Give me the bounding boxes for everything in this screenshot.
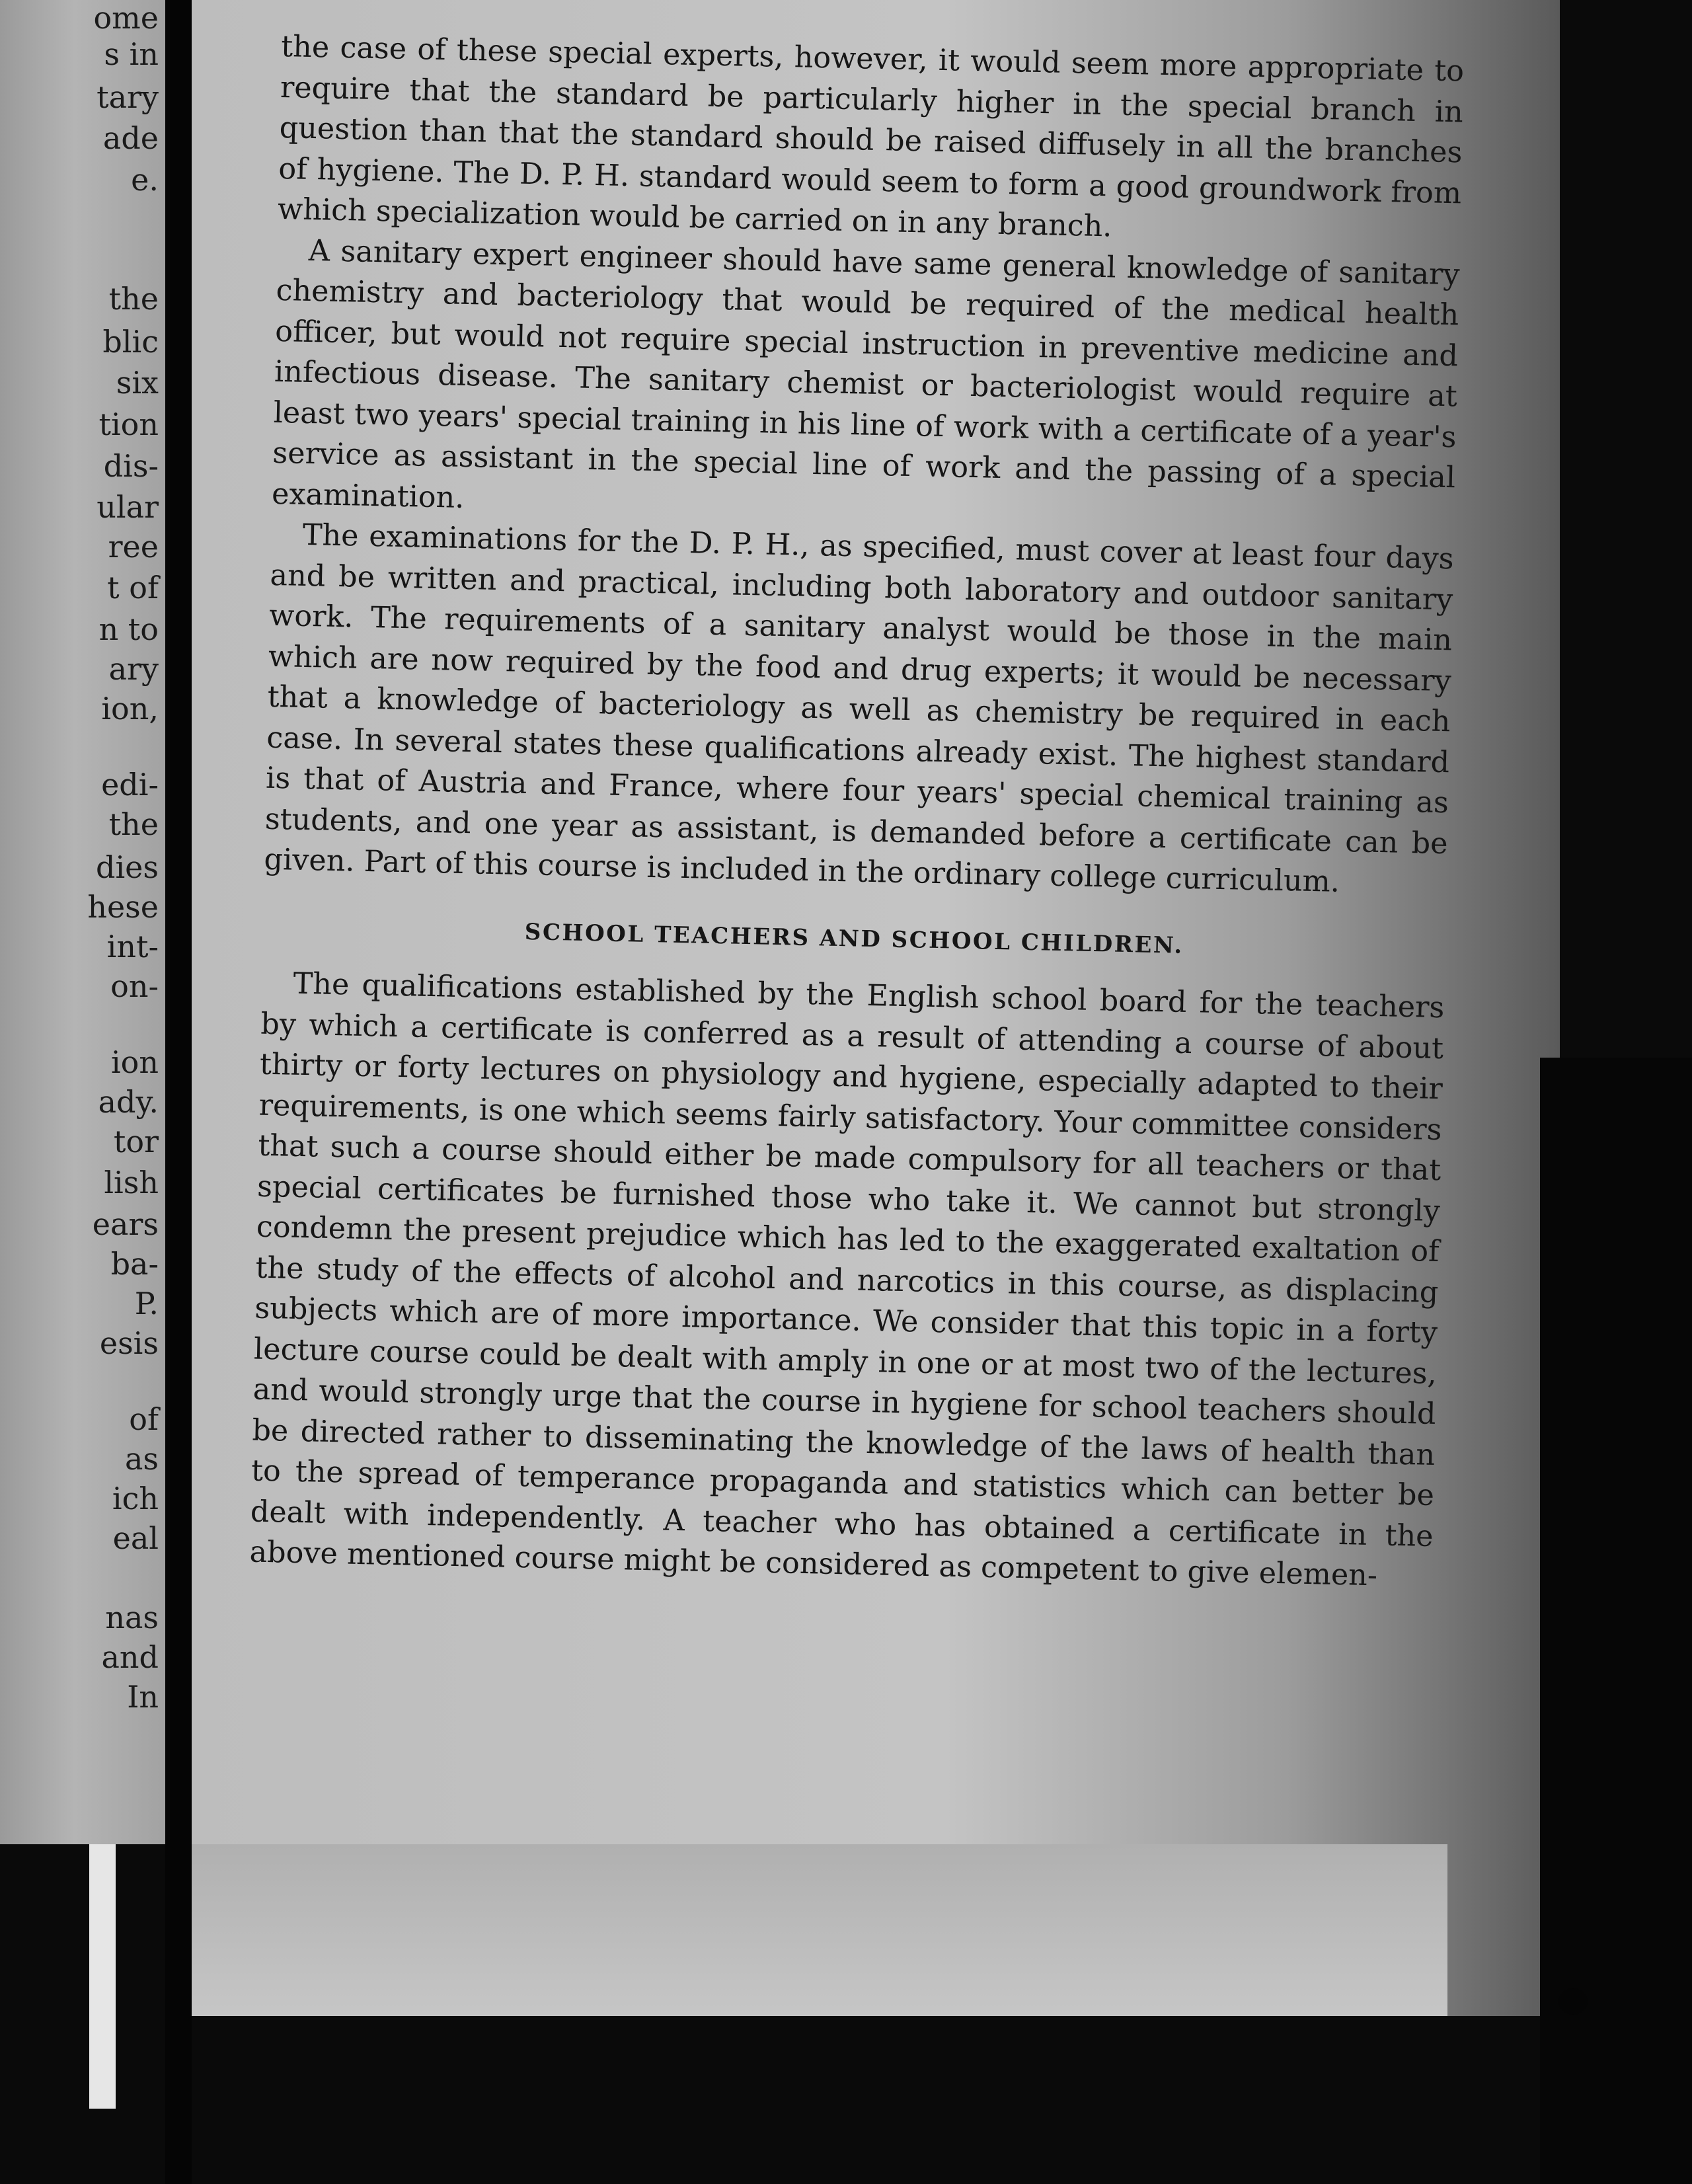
- paragraph-sanitary-expert: A sanitary expert engineer should have same general knowledge of sanitary chemistry and bacteriology that would be required of the medical health officer, but would not require special instruction in preventive medicine and infectious disease. The sanitary chemist or bacteriologist would require at least two years' special training in his line of work with a certificate of a year's service as assistant in the special line of work and the passing of a special examination.: [271, 233, 1461, 515]
- fragment-line: ree: [108, 529, 159, 565]
- fragment-line: on-: [110, 968, 159, 1004]
- fragment-line: e.: [131, 162, 159, 198]
- fragment-line: P.: [134, 1286, 159, 1321]
- fragment-line: s in: [104, 36, 159, 72]
- fragment-line: of: [129, 1401, 159, 1437]
- fragment-line: and: [101, 1639, 159, 1675]
- fragment-line: ich: [112, 1481, 159, 1516]
- fragment-line: tor: [113, 1124, 159, 1159]
- fragment-line: ion,: [101, 691, 159, 726]
- book-gutter: [165, 0, 192, 2184]
- fragment-line: ba-: [110, 1246, 159, 1282]
- fragment-line: tion: [98, 407, 159, 442]
- page-text: [249, 26, 1465, 1597]
- previous-page-fragment: [0, 0, 165, 1844]
- left-light-bar: [89, 1844, 116, 2109]
- fragment-line: hese: [87, 889, 159, 925]
- fragment-line: six: [116, 365, 159, 401]
- paragraph-examinations: The examinations for the D. P. H., as specified, must cover at least four days and be written and practical, including both laboratory and outdoor sanitary work. The requirements of a sanitary analyst would be those in the main which are now required by the food and drug experts; it would be necessary that a knowledge of bacteriology as well as chemistry be required in each case. In several states these qualifications already exist. The highest standard is that of Austria and France, where four years' special chemical training as students, and one year as assistant, is demanded before a certificate can be given. Part of this course is included in the ordinary college curriculum.: [264, 518, 1455, 899]
- fragment-line: dis-: [103, 448, 159, 484]
- fragment-line: nas: [105, 1600, 159, 1635]
- left-dark-strip: [0, 1844, 165, 2184]
- fragment-line: blic: [102, 324, 159, 360]
- fragment-line: ears: [92, 1206, 159, 1242]
- right-dark-edge: [1540, 1058, 1692, 2184]
- fragment-line: ion: [110, 1044, 159, 1080]
- fragment-line: int-: [106, 929, 159, 964]
- fragment-line: ome: [93, 0, 159, 36]
- fragment-line: ary: [108, 651, 159, 687]
- book-page: [192, 0, 1560, 2016]
- fragment-line: ady.: [98, 1084, 159, 1120]
- fragment-line: ular: [96, 489, 159, 525]
- fragment-line: eal: [112, 1520, 159, 1556]
- fragment-line: In: [127, 1679, 159, 1715]
- fragment-line: esis: [99, 1325, 159, 1361]
- fragment-line: ade: [102, 120, 159, 156]
- fragment-line: edi-: [101, 767, 159, 802]
- fragment-line: the: [108, 281, 159, 317]
- section-heading: SCHOOL TEACHERS AND SCHOOL CHILDREN.: [524, 918, 1184, 959]
- paragraph-continuation: the case of these special experts, however, it would seem more appropriate to require that the standard be particularly higher in the special branch in question than that the standard should be raised diffusely in all the branches of hygiene. The D. P. H. standard would seem to form a good groundwork from which specialization would be carried on in any branch.: [277, 29, 1465, 244]
- fragment-line: t of: [107, 570, 159, 605]
- fragment-line: lish: [104, 1165, 159, 1200]
- ink-blot: [1558, 1988, 1588, 2015]
- fragment-line: as: [124, 1441, 159, 1477]
- fragment-line: dies: [96, 849, 159, 885]
- fragment-line: n to: [98, 611, 159, 647]
- fragment-line: the: [108, 806, 159, 842]
- fragment-line: tary: [96, 79, 159, 115]
- paragraph-qualifications: The qualifications established by the English school board for the teachers by which a certificate is conferred as a result of attending a course of about thirty or forty lectures on physiology and hygiene, especially adapted to their requirements, is one which seems fairly satisfactory. Your committee considers that such a course should either be made compulsory for all teachers or that special certificates be furnished those who take it. We cannot but strongly condemn the present prejudice which has led to the exaggerated exaltation of the study of the effects of alcohol and narcotics in this course, as displacing subjects which are of more importance. We consider that this topic in a forty lecture course could be dealt with amply in one or at most two of the lectures, and would strongly urge that the course in hygiene for school teachers should be directed rather to disseminating the knowledge of the laws of health than to the spread of temperance propaganda and statistics which can better be dealt with independently. A teacher who has obtained a certificate in the above mentioned course might be considered as competent to give elemen-: [249, 966, 1445, 1593]
- page-bottom-margin: [192, 1844, 1447, 2016]
